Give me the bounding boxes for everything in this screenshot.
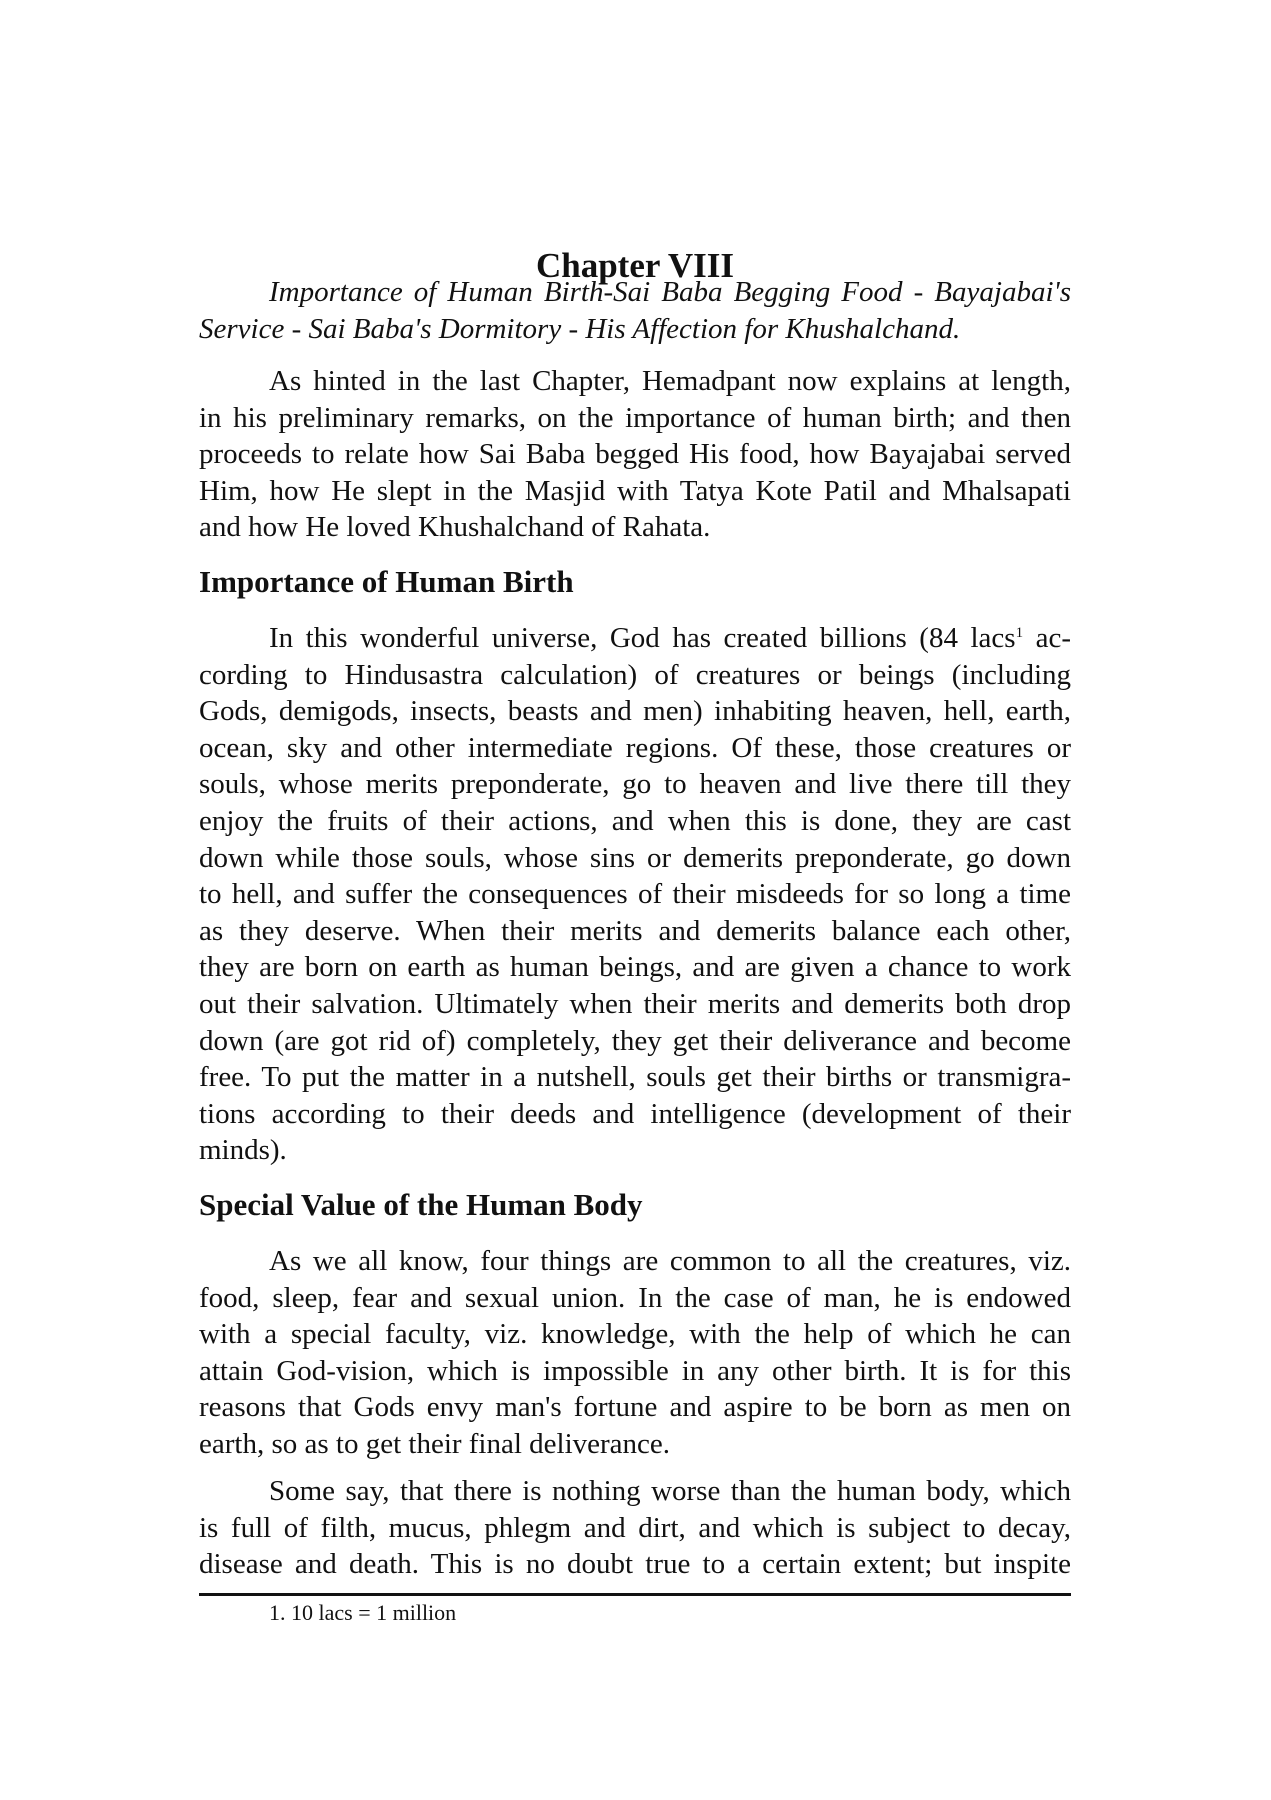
text-line — [199, 620, 1071, 657]
body-paragraph — [199, 620, 1071, 1169]
text-line: minds). — [199, 1134, 287, 1167]
chapter-title: Chapter VIII — [535, 246, 735, 285]
body-paragraph — [199, 1243, 1071, 1463]
text-line: Gods, demigods, insects, beasts and men) inhabiting heaven, hell, earth, — [199, 695, 1071, 728]
text-line: down (are got rid of) completely, they get their deliverance and become — [199, 1024, 1071, 1057]
text-line: Importance of Human Birth-Sai Baba Begging Food - Bayajabai's — [269, 276, 1071, 308]
text-line: attain God-vision, which is impossible in any other birth. It is for this — [199, 1354, 1071, 1387]
text-line: out their salvation. Ultimately when their merits and demerits both drop — [199, 987, 1071, 1020]
text-line: they are born on earth as human beings, and are given a chance to work — [199, 951, 1071, 984]
text-line: Some say, that there is nothing worse than the human body, which — [269, 1475, 1071, 1507]
text-line: earth, so as to get their final deliverance. — [199, 1427, 671, 1460]
text-line: proceeds to relate how Sai Baba begged His food, how Bayajabai served — [199, 438, 1071, 471]
text-line: down while those souls, whose sins or demerits preponderate, go down — [199, 841, 1071, 874]
text-line: Service - Sai Baba's Dormitory - His Affection for Khushalchand. — [199, 312, 961, 345]
text-line: as they deserve. When their merits and demerits balance each other, — [199, 914, 1071, 947]
text-line: As we all know, four things are common to all the creatures, viz. — [269, 1245, 1071, 1277]
text-line: Him, how He slept in the Masjid with Tatya Kote Patil and Mhalsapati — [199, 474, 1071, 507]
footnote-marker[interactable]: 1 — [1015, 625, 1024, 641]
text-line: tions according to their deeds and intelligence (development of their — [199, 1097, 1071, 1130]
section-heading: Special Value of the Human Body — [199, 1187, 643, 1222]
text-line: cording to Hindusastra calculation) of creatures or beings (including — [199, 658, 1071, 691]
footnote-divider — [199, 1593, 1071, 1596]
text-line: reasons that Gods envy man's fortune and aspire to be born as men on — [199, 1391, 1071, 1424]
text-fragment: In this wonderful universe, God has created billions (84 lacs — [269, 622, 1016, 654]
chapter-subtitle — [199, 274, 1071, 347]
text-line: and how He loved Khushalchand of Rahata. — [199, 511, 711, 544]
text-line: to hell, and suffer the consequences of their misdeeds for so long a time — [199, 878, 1071, 911]
footnote: 1. 10 lacs = 1 million — [269, 1600, 457, 1625]
text-line: in his preliminary remarks, on the importance of human birth; and then — [199, 401, 1071, 434]
text-line: is full of filth, mucus, phlegm and dirt, and which is subject to decay, — [199, 1511, 1071, 1544]
section-heading: Importance of Human Birth — [199, 564, 574, 599]
text-line: food, sleep, fear and sexual union. In the case of man, he is endowed — [199, 1281, 1071, 1314]
text-line: souls, whose merits preponderate, go to heaven and live there till they — [199, 768, 1071, 801]
text-line: disease and death. This is no doubt true to a certain extent; but inspite — [199, 1548, 1071, 1581]
text-line: enjoy the fruits of their actions, and when this is done, they are cast — [199, 804, 1071, 837]
body-paragraph — [199, 1473, 1071, 1583]
text-line: free. To put the matter in a nutshell, souls get their births or transmigra- — [199, 1061, 1071, 1094]
paragraph-lines — [199, 657, 1071, 1169]
text-fragment: ac- — [1023, 622, 1071, 654]
text-line: ocean, sky and other intermediate regions. Of these, those creatures or — [199, 731, 1071, 764]
text-line: As hinted in the last Chapter, Hemadpant now explains at length, — [269, 365, 1071, 397]
text-line: with a special faculty, viz. knowledge, with the help of which he can — [199, 1318, 1071, 1351]
intro-paragraph — [199, 363, 1071, 546]
